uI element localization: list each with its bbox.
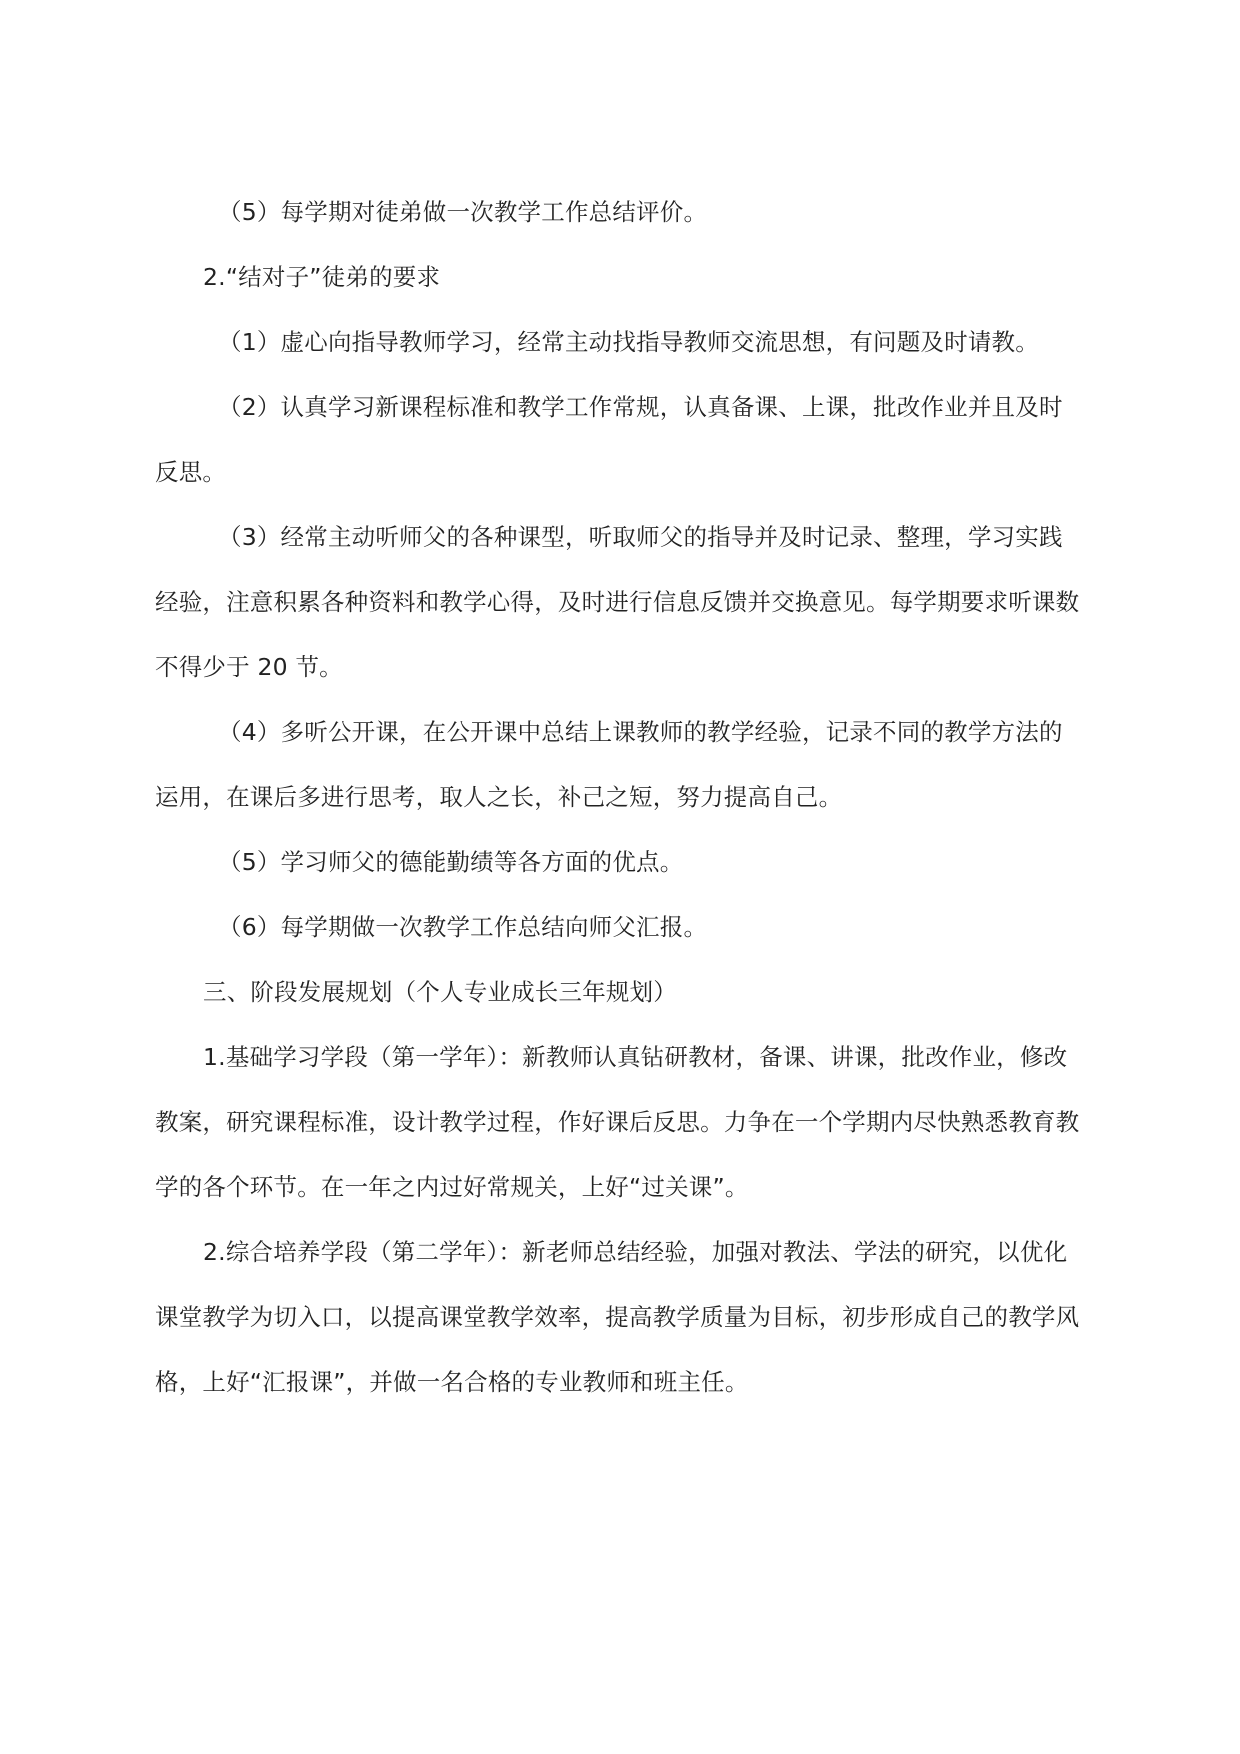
section-three-heading: 三、阶段发展规划（个人专业成长三年规划） [203,978,677,1006]
apprentice-item-1: （1）虚心向指导教师学习，经常主动找指导教师交流思想，有问题及时请教。 [218,328,1039,356]
apprentice-item-5: （5）学习师父的德能勤绩等各方面的优点。 [218,848,684,876]
apprentice-item-3: （3）经常主动听师父的各种课型，听取师父的指导并及时记录、整理，学习实践经验，注意积累各种资料和教学心得，及时进行信息反馈并交换意见。每学期要求听课数不得少于 20 节。 [155,523,1080,681]
mentor-item-5: （5）每学期对徒弟做一次教学工作总结评价。 [218,198,708,226]
stage-2-paragraph: 2.综合培养学段（第二学年）：新老师总结经验，加强对教法、学法的研究，以优化课堂教学为切入口，以提高课堂教学效率，提高教学质量为目标，初步形成自己的教学风格，上好“汇报课”，并做一名合格的专业教师和班主任。 [155,1238,1080,1396]
apprentice-item-6: （6）每学期做一次教学工作总结向师父汇报。 [218,913,708,941]
apprentice-item-2: （2）认真学习新课程标准和教学工作常规，认真备课、上课，批改作业并且及时反思。 [155,393,1063,486]
stage-1-paragraph: 1.基础学习学段（第一学年）：新教师认真钻研教材，备课、讲课，批改作业，修改教案，研究课程标准，设计教学过程，作好课后反思。力争在一个学期内尽快熟悉教育教学的各个环节。在一年之内过好常规关，上好“过关课”。 [155,1043,1080,1201]
apprentice-item-4: （4）多听公开课，在公开课中总结上课教师的教学经验，记录不同的教学方法的运用，在课后多进行思考，取人之长，补己之短，努力提高自己。 [155,718,1063,811]
apprentice-requirements-heading: 2.“结对子”徒弟的要求 [203,263,441,291]
